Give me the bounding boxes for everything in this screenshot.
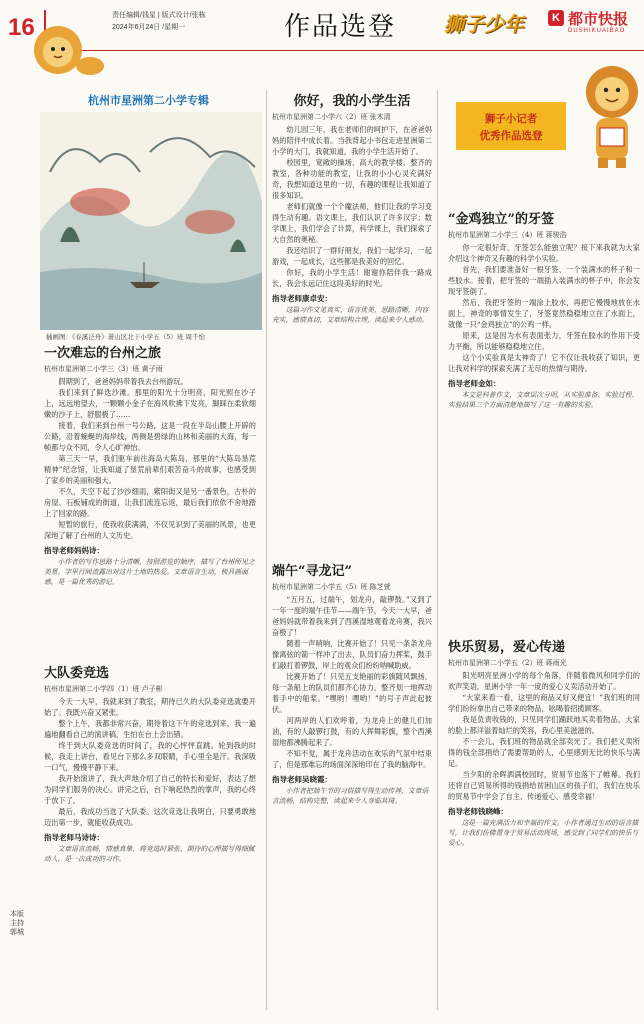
- left-column: [40, 62, 262, 1024]
- article-paragraph: 短暂的旅行，使我收获满满，不仅见识到了美丽的风景，也更深地了解了台州的人文历史。: [44, 520, 256, 540]
- article-paragraph: 不久，天空下起了沙沙细雨，紫阳街又是另一番景色，古朴的房屋、石板铺成的街道，让我们流连忘返，最后我们依依不舍地踏上了回家的路。: [44, 487, 256, 518]
- badge-line-1: 狮子小记者: [484, 113, 538, 125]
- article-school-life: [272, 90, 432, 325]
- article-paragraph: 比赛开始了！只见五支艳丽的彩旗随风飘扬，每一条船上的队员们都齐心协力，整齐划一地挥动着手中的船桨。“嘿哟！嘿哟！”的号子声此起彼伏。: [272, 672, 432, 714]
- badge-line-2: 优秀作品选登: [479, 130, 543, 142]
- article-paragraph: 整个上午，我都非常兴奋，期待着这下午的竞选到来，我一遍遍地翻看自己的演讲稿，生怕在台上会出错。: [44, 719, 256, 739]
- teacher-comment-heading: 指导老师马诗诗：: [44, 833, 104, 842]
- page-host-note: 本版主持 郭城: [10, 910, 24, 936]
- article-paragraph: “五月五，过端午，划龙舟，敲锣鼓。”又到了一年一度的端午佳节——端午节，今天一大早，爸爸妈妈就带着我来到了西溪湿地观看龙舟赛，我兴奋极了！: [272, 595, 432, 637]
- article-trade-fair: [448, 636, 640, 848]
- article-paragraph: 阳光明亮星洲小学的每个角落，伴随着微风和同学们的欢声笑语，星洲小学一年一度的爱心义卖活动开始了。: [448, 671, 640, 691]
- article-paragraph: “大家来看一看，这里的商品又好又便宜！”我们班的同学们纷纷拿出自己带来的物品，吆喝着招揽顾客。: [448, 693, 640, 713]
- column-divider: [266, 90, 267, 1010]
- article-byline: 杭州市星洲第二小学四（1）班 卢子彬: [44, 685, 163, 693]
- middle-column: [272, 90, 432, 1024]
- article-paragraph: 首先，我们要准备好一根牙签、一个装满水的杯子和一些胶水。接着，把牙签的一端插入装满水的杯子中，你会发现牙签倒了。: [448, 265, 640, 296]
- teacher-comment: 小作者把端午节的习俗描写得生动传神，文章语言流畅，结构完整，读起来令人身临其境。: [272, 787, 429, 805]
- article-title: 快乐贸易，爱心传递: [448, 640, 566, 655]
- article-paragraph: 你好，我的小学生活！谢谢你陪伴我一路成长，我会永远记住这段美好的时光。: [272, 268, 432, 288]
- article-paragraph: 我们来到了鲜迭沙滩。那里的阳光十分明亮，阳光照在沙子上，远远地望去，一颗颗小金子在海风吹拂下发亮，脚踩在柔软细嫩的沙子上，舒服极了……: [44, 388, 256, 419]
- article-paragraph: 随着一声哨响，比赛开始了！只见一条条龙舟像离弦的箭一样冲了出去，队员们奋力挥桨，鼓手们敲打着锣鼓，岸上的观众们纷纷呐喊助威。: [272, 639, 432, 670]
- article-title: 大队委竞选: [44, 666, 110, 681]
- article-election: [44, 662, 256, 864]
- date-line: 2024年6月24日 /星期一: [112, 24, 186, 31]
- article-paragraph: 假期到了，爸爸妈妈带着我去台州游玩。: [58, 377, 188, 386]
- article-title: “金鸡独立”的牙签: [448, 212, 554, 227]
- article-byline: 杭州市星洲第二小学五（5）班 陈芝萱: [272, 583, 391, 591]
- article-paragraph: 河两岸的人们欢呼着，为龙舟上的健儿们加油，有的人敲锣打鼓，有的人挥舞彩旗，整个西溪湿地都沸腾起来了。: [272, 716, 432, 747]
- paper-logo-icon: K: [548, 10, 564, 26]
- header-rule: [44, 50, 644, 51]
- teacher-comment-heading: 指导老师妈妈诗：: [44, 546, 104, 555]
- article-paragraph: 当夕阳的余晖洒满校园时，贸易节也落下了帷幕。我们还将自己贸易所得的钱捐给贫困山区的孩子们，我们在快乐的贸易节中学会了自主、传递爱心、感受幸福！: [448, 770, 640, 801]
- article-paragraph: 我是负责收钱的，只见同学们踊跃地买卖着物品，大家的脸上都洋溢着灿烂的笑容，我心里美滋滋的。: [448, 715, 640, 735]
- teacher-comment: 文章语言流畅，情感真挚，将竞选时紧张、期待的心理描写得细腻动人，是一次成功的习作。: [44, 845, 255, 863]
- article-paragraph: 我还结识了一群好朋友，我们一起学习，一起游戏，一起成长，这些都是我美好的回忆。: [272, 246, 432, 266]
- article-paragraph: 你一定很好奇，牙签怎么能独立呢？接下来我就为大家介绍这个神奇又有趣的科学小实验。: [448, 243, 640, 263]
- teacher-comment: 本文是科普作文，文章层次分明，从实验准备、实验过程、实验结果三个方面清楚地描写了这一有趣的实验。: [448, 391, 639, 409]
- lion-mascot-right: [574, 62, 644, 170]
- article-paragraph: 今天一大早，我就来到了教室，期待已久的大队委竞选就要开始了。我既兴奋又紧张。: [44, 697, 256, 717]
- page-header: [0, 0, 644, 62]
- article-paragraph: 幼儿园三年，我在老师们的呵护下，在爸爸妈妈的陪伴中成长着。当我背起小书包走进星洲第二小学的大门，我就知道，我的小学生活开始了。: [272, 125, 432, 156]
- article-paragraph: 第三天一早，我们驱车前往海岛大陈岛，那里的“大陈岛垦荒精神”纪念馆，让我知道了垦荒前辈们艰苦奋斗的故事，也感受到了家乡的美丽和强大。: [44, 454, 256, 485]
- paper-pinyin: DUSHIKUAIBAO: [568, 28, 626, 34]
- paper-name: 都市快报: [568, 11, 629, 28]
- article-paragraph: 老师们就像一个个魔法师，他们让我的学习变得生动有趣。语文课上，我们认识了许多汉字；数学课上，我们学会了计算，科学课上，我们探索了大自然的奥秘。: [272, 202, 432, 244]
- article-paragraph: 终于到大队委竞选的时间了，我的心怦怦直跳。轮到我的时候，我走上讲台，看见台下那么多双眼睛，手心里全是汗。我深吸一口气，慢慢平静下来。: [44, 741, 256, 772]
- article-byline: 杭州市星洲第二小学六（2）班 张木清: [272, 113, 391, 121]
- teacher-comment: 这篇习作文笔真实，语言优美，思路清晰，内容充实，感情真切，文章结构合理，读起来令人感动。: [272, 306, 429, 324]
- teacher-comment: 小作者的写作思路十分清晰，按照游览的顺序，描写了台州所见之美景。字里行间流露出对这片土地的热爱。文章语言生动，极具画面感，是一篇优秀的游记。: [44, 558, 255, 586]
- article-paragraph: 这个小实验真是太神奇了！它不仅让我收获了知识，更让我对科学的探索充满了无尽的热情与期待。: [448, 353, 640, 373]
- article-dragon-boat: [272, 560, 432, 806]
- column-logo: 狮子少年: [444, 12, 524, 36]
- teacher-comment-heading: 指导老师吴晓霞：: [272, 775, 332, 784]
- article-paragraph: 接着，我们来到台州一号公路，这是一段在半岛山腰上开辟的公路，沿着蜿蜒的海岸线，两侧是碧绿的山林和美丽的大海，每一帧都与众不同，令人心旷神怡。: [44, 421, 256, 452]
- illustration-caption: 插画图：《春溪泛舟》萧山区北干小学五（5）班 周千怡: [46, 333, 205, 341]
- school-banner: 杭州市星洲第二小学专辑: [88, 95, 209, 107]
- article-paragraph: 不知不觉，属于龙舟活动在欢乐的气氛中结束了，但是那难忘的场面深深地印在了我的脑海中。: [272, 749, 432, 769]
- illustration: [40, 112, 262, 330]
- article-paragraph: 然后，我把牙签的一端涂上胶水，再把它慢慢地放在水面上，神奇的事情发生了，牙签竟然稳稳地立在了水面上，就像一只“金鸡独立”的公鸡一样。: [448, 298, 640, 329]
- section-title: 作品选登: [284, 12, 397, 42]
- page-number: 16: [8, 14, 35, 41]
- article-title: 端午“寻龙记”: [272, 564, 352, 579]
- featured-badge: [456, 102, 566, 150]
- editors-line: 责任编辑/钱星 | 版式设计/张栋: [112, 12, 206, 19]
- teacher-comment-heading: 指导老师金如：: [448, 379, 501, 388]
- article-byline: 杭州市星洲第二小学五（2）班 蒋雨光: [448, 659, 567, 667]
- teacher-comment: 这是一篇充满活力和幸福的作文。小作者通过生动的语言描写，让我们仿佛置身于贸易活动现场，感受到了同学们的快乐与爱心。: [448, 819, 639, 847]
- article-title: 你好，我的小学生活: [293, 94, 411, 109]
- article-byline: 杭州市星洲第二小学三（4）班 蒋骏浩: [448, 231, 567, 239]
- article-toothpick: [448, 208, 640, 410]
- column-divider: [437, 90, 438, 1010]
- article-paragraph: 原来，这是因为水有表面张力，牙签在胶水的作用下受力平衡，所以能够稳稳地立住。: [448, 331, 640, 351]
- teacher-comment-heading: 指导老师钱晓峰：: [448, 807, 508, 816]
- teacher-comment-heading: 指导老师康卓安：: [272, 294, 332, 303]
- right-column: [440, 62, 644, 1024]
- article-byline: 杭州市星洲第二小学三（3）班 黄子雨: [44, 365, 163, 373]
- article-paragraph: 校园里，宽敞的操场、高大的教学楼、整齐的教室，各种功能的教室，让我的小小心灵充满好奇，我想知道这里的一切，有趣的课程让我知道了很多知识。: [272, 158, 432, 200]
- article-paragraph: 不一会儿，我们班的物品就全部卖光了。我们把义卖所得的钱全部捐给了需要帮助的人，心里感到无比的快乐与满足。: [448, 737, 640, 768]
- article-title: 一次难忘的台州之旅: [44, 346, 162, 361]
- article-taizhou: [44, 342, 256, 587]
- article-paragraph: 我开始演讲了，我大声地介绍了自己的特长和爱好，表达了想为同学们服务的决心。讲完之后，台下响起热烈的掌声，我的心终于放下了。: [44, 774, 256, 805]
- article-paragraph: 最后，我成功当选了大队委。这次竞选让我明白，只要勇敢地迈出第一步，就能收获成功。: [44, 807, 256, 827]
- paper-logo-box: [548, 8, 638, 42]
